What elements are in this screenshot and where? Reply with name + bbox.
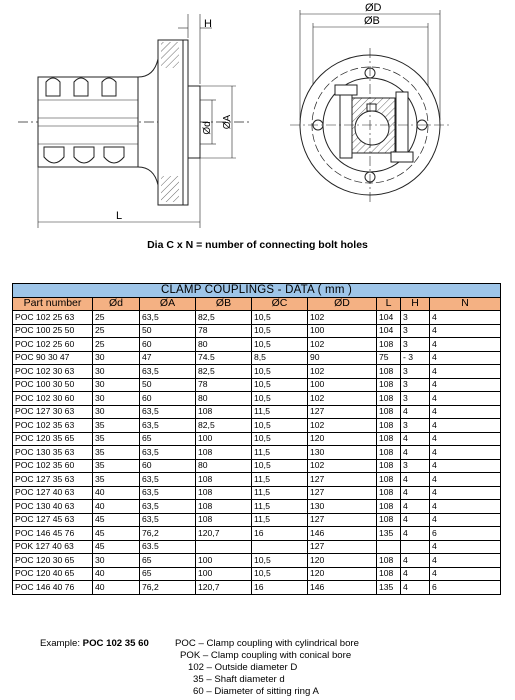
value-cell: 100 — [308, 378, 377, 392]
value-cell: 3 — [401, 419, 430, 433]
value-cell: 4 — [430, 567, 501, 581]
technical-drawing — [0, 0, 515, 240]
value-cell: 130 — [308, 500, 377, 514]
value-cell: 45 — [93, 540, 140, 554]
table-row — [13, 446, 501, 460]
legend-line-shaft-diameter: 35 – Shaft diameter d — [193, 674, 285, 685]
value-cell: 60 — [140, 459, 196, 473]
value-cell: 30 — [93, 378, 140, 392]
value-cell: 4 — [430, 311, 501, 325]
value-cell: 16 — [252, 581, 308, 595]
value-cell: 108 — [377, 432, 401, 446]
legend-line-pok: POK – Clamp coupling with conical bore — [180, 650, 352, 661]
value-cell: 108 — [196, 500, 252, 514]
value-cell: 108 — [377, 513, 401, 527]
value-cell: 108 — [377, 378, 401, 392]
value-cell: 108 — [377, 554, 401, 568]
value-cell: 108 — [377, 446, 401, 460]
value-cell: 10,5 — [252, 324, 308, 338]
value-cell: 35 — [93, 419, 140, 433]
table-row — [13, 554, 501, 568]
table-row — [13, 567, 501, 581]
value-cell: 6 — [430, 581, 501, 595]
value-cell: 4 — [430, 554, 501, 568]
value-cell: 10,5 — [252, 392, 308, 406]
value-cell: 108 — [377, 338, 401, 352]
part-number-cell: POC 127 35 63 — [13, 473, 93, 487]
legend-line-sitting-ring: 60 – Diameter of sitting ring A — [193, 686, 319, 697]
table-row — [13, 432, 501, 446]
value-cell: 3 — [401, 378, 430, 392]
table-row — [13, 527, 501, 541]
table-header-row — [13, 297, 501, 311]
value-cell: 6 — [430, 527, 501, 541]
value-cell: - 3 — [401, 351, 430, 365]
value-cell: 4 — [401, 567, 430, 581]
value-cell: 40 — [93, 567, 140, 581]
table-row — [13, 365, 501, 379]
value-cell: 35 — [93, 432, 140, 446]
value-cell: 127 — [308, 473, 377, 487]
table-row — [13, 486, 501, 500]
value-cell: 100 — [196, 432, 252, 446]
value-cell: 11,5 — [252, 405, 308, 419]
value-cell: 11,5 — [252, 486, 308, 500]
value-cell: 80 — [196, 338, 252, 352]
part-number-cell: POK 127 40 63 — [13, 540, 93, 554]
value-cell: 78 — [196, 378, 252, 392]
part-number-cell: POC 102 35 63 — [13, 419, 93, 433]
table-row — [13, 513, 501, 527]
value-cell: 74.5 — [196, 351, 252, 365]
front-view — [290, 10, 450, 205]
value-cell: 146 — [308, 581, 377, 595]
value-cell: 4 — [430, 459, 501, 473]
value-cell: 4 — [430, 513, 501, 527]
value-cell: 11,5 — [252, 446, 308, 460]
part-number-cell: POC 127 30 63 — [13, 405, 93, 419]
value-cell: 127 — [308, 540, 377, 554]
value-cell: 108 — [196, 513, 252, 527]
value-cell: 102 — [308, 311, 377, 325]
part-number-cell: POC 90 30 47 — [13, 351, 93, 365]
value-cell: 11,5 — [252, 500, 308, 514]
value-cell: 108 — [377, 419, 401, 433]
value-cell: 3 — [401, 459, 430, 473]
value-cell: 10,5 — [252, 378, 308, 392]
value-cell: 63,5 — [140, 419, 196, 433]
value-cell: 30 — [93, 554, 140, 568]
value-cell: 146 — [308, 527, 377, 541]
value-cell: 4 — [401, 513, 430, 527]
value-cell: 76,2 — [140, 527, 196, 541]
value-cell — [196, 540, 252, 554]
value-cell: 120,7 — [196, 527, 252, 541]
value-cell: 4 — [401, 581, 430, 595]
value-cell: 82,5 — [196, 419, 252, 433]
part-number-cell: POC 146 45 76 — [13, 527, 93, 541]
part-number-cell: POC 100 25 50 — [13, 324, 93, 338]
part-number-cell: POC 146 40 76 — [13, 581, 93, 595]
value-cell: 63,5 — [140, 446, 196, 460]
value-cell: 65 — [140, 432, 196, 446]
part-number-cell: POC 120 30 65 — [13, 554, 93, 568]
table-row — [13, 338, 501, 352]
value-cell: 10,5 — [252, 554, 308, 568]
value-cell: 40 — [93, 500, 140, 514]
value-cell: 65 — [140, 567, 196, 581]
table-row — [13, 500, 501, 514]
value-cell: 65 — [140, 554, 196, 568]
part-number-legend — [0, 633, 515, 700]
part-number-cell: POC 120 40 65 — [13, 567, 93, 581]
value-cell: 102 — [308, 365, 377, 379]
column-header: N — [430, 297, 501, 311]
value-cell: 4 — [401, 432, 430, 446]
value-cell: 108 — [377, 365, 401, 379]
dim-label-h: H — [204, 18, 212, 30]
column-header: ØC — [252, 297, 308, 311]
value-cell: 4 — [430, 419, 501, 433]
value-cell: 35 — [93, 459, 140, 473]
value-cell: 63,5 — [140, 405, 196, 419]
part-number-cell: POC 130 40 63 — [13, 500, 93, 514]
value-cell: 45 — [93, 513, 140, 527]
value-cell — [401, 540, 430, 554]
value-cell: 4 — [401, 446, 430, 460]
value-cell: 25 — [93, 338, 140, 352]
table-row — [13, 473, 501, 487]
value-cell: 63,5 — [140, 311, 196, 325]
value-cell: 25 — [93, 324, 140, 338]
value-cell: 4 — [430, 378, 501, 392]
value-cell: 108 — [377, 473, 401, 487]
value-cell: 4 — [430, 500, 501, 514]
value-cell: 100 — [196, 567, 252, 581]
value-cell: 30 — [93, 365, 140, 379]
value-cell: 30 — [93, 392, 140, 406]
value-cell: 63,5 — [140, 486, 196, 500]
value-cell: 127 — [308, 513, 377, 527]
part-number-cell: POC 102 25 60 — [13, 338, 93, 352]
part-number-cell: POC 100 30 50 — [13, 378, 93, 392]
clamp-couplings-table — [12, 283, 501, 595]
value-cell: 102 — [308, 392, 377, 406]
value-cell: 90 — [308, 351, 377, 365]
value-cell: 108 — [377, 567, 401, 581]
dim-label-l: L — [116, 210, 123, 222]
value-cell: 104 — [377, 311, 401, 325]
value-cell: 4 — [430, 446, 501, 460]
side-view — [18, 14, 250, 228]
column-header: L — [377, 297, 401, 311]
value-cell: 3 — [401, 324, 430, 338]
value-cell: 4 — [401, 405, 430, 419]
value-cell: 25 — [93, 311, 140, 325]
value-cell: 104 — [377, 324, 401, 338]
value-cell: 100 — [196, 554, 252, 568]
value-cell: 4 — [401, 554, 430, 568]
value-cell: 108 — [377, 459, 401, 473]
table-row — [13, 392, 501, 406]
value-cell: 60 — [140, 392, 196, 406]
value-cell: 108 — [196, 486, 252, 500]
value-cell: 3 — [401, 311, 430, 325]
value-cell: 4 — [401, 500, 430, 514]
value-cell: 10,5 — [252, 311, 308, 325]
value-cell: 63,5 — [140, 513, 196, 527]
value-cell: 10,5 — [252, 459, 308, 473]
value-cell: 80 — [196, 459, 252, 473]
value-cell: 63,5 — [140, 473, 196, 487]
value-cell: 4 — [430, 473, 501, 487]
value-cell: 135 — [377, 527, 401, 541]
value-cell: 11,5 — [252, 473, 308, 487]
value-cell: 4 — [430, 365, 501, 379]
value-cell: 82,5 — [196, 365, 252, 379]
value-cell: 4 — [430, 338, 501, 352]
value-cell: 108 — [196, 405, 252, 419]
column-header: ØA — [140, 297, 196, 311]
value-cell: 11,5 — [252, 513, 308, 527]
value-cell: 108 — [377, 486, 401, 500]
table-row — [13, 540, 501, 554]
column-header: Part number — [13, 297, 93, 311]
value-cell: 82,5 — [196, 311, 252, 325]
part-number-cell: POC 127 45 63 — [13, 513, 93, 527]
value-cell: 108 — [196, 473, 252, 487]
value-cell: 76,2 — [140, 581, 196, 595]
value-cell: 127 — [308, 486, 377, 500]
value-cell: 10,5 — [252, 338, 308, 352]
value-cell: 63,5 — [140, 365, 196, 379]
value-cell: 4 — [430, 405, 501, 419]
value-cell: 80 — [196, 392, 252, 406]
column-header: ØB — [196, 297, 252, 311]
dim-label-ob: ØB — [364, 15, 380, 27]
value-cell: 3 — [401, 392, 430, 406]
value-cell — [252, 540, 308, 554]
legend-line-poc: POC – Clamp coupling with cylindrical bore — [175, 638, 359, 649]
table-row — [13, 324, 501, 338]
column-header: H — [401, 297, 430, 311]
table-row — [13, 459, 501, 473]
value-cell: 4 — [430, 486, 501, 500]
value-cell: 108 — [377, 392, 401, 406]
value-cell: 8,5 — [252, 351, 308, 365]
value-cell: 35 — [93, 446, 140, 460]
value-cell: 108 — [196, 446, 252, 460]
value-cell: 4 — [401, 527, 430, 541]
value-cell: 3 — [401, 365, 430, 379]
value-cell: 10,5 — [252, 419, 308, 433]
value-cell: 30 — [93, 351, 140, 365]
value-cell: 4 — [401, 473, 430, 487]
value-cell: 127 — [308, 405, 377, 419]
value-cell: 108 — [377, 500, 401, 514]
value-cell: 4 — [430, 392, 501, 406]
part-number-cell: POC 130 35 63 — [13, 446, 93, 460]
value-cell: 4 — [430, 540, 501, 554]
dim-label-od: ØD — [365, 2, 382, 14]
value-cell: 10,5 — [252, 365, 308, 379]
value-cell: 108 — [377, 405, 401, 419]
part-number-cell: POC 102 30 60 — [13, 392, 93, 406]
table-row — [13, 311, 501, 325]
value-cell — [377, 540, 401, 554]
value-cell: 10,5 — [252, 432, 308, 446]
table-row — [13, 581, 501, 595]
value-cell: 120 — [308, 432, 377, 446]
value-cell: 4 — [430, 432, 501, 446]
value-cell: 102 — [308, 459, 377, 473]
part-number-cell: POC 127 40 63 — [13, 486, 93, 500]
value-cell: 100 — [308, 324, 377, 338]
dim-label-d: Ød — [202, 121, 213, 135]
value-cell: 4 — [430, 324, 501, 338]
value-cell: 45 — [93, 527, 140, 541]
value-cell: 30 — [93, 405, 140, 419]
table-row — [13, 405, 501, 419]
value-cell: 10,5 — [252, 567, 308, 581]
value-cell: 16 — [252, 527, 308, 541]
value-cell: 40 — [93, 581, 140, 595]
table-row — [13, 378, 501, 392]
value-cell: 63,5 — [140, 500, 196, 514]
part-number-cell: POC 120 35 65 — [13, 432, 93, 446]
value-cell: 50 — [140, 324, 196, 338]
example-code: POC 102 35 60 — [82, 638, 149, 649]
bolt-holes-caption: Dia C x N = number of connecting bolt holes — [147, 239, 368, 251]
part-number-cell: POC 102 35 60 — [13, 459, 93, 473]
table-row — [13, 351, 501, 365]
value-cell: 120 — [308, 554, 377, 568]
value-cell: 63.5 — [140, 540, 196, 554]
value-cell: 102 — [308, 338, 377, 352]
value-cell: 40 — [93, 486, 140, 500]
value-cell: 47 — [140, 351, 196, 365]
table-row — [13, 419, 501, 433]
value-cell: 120,7 — [196, 581, 252, 595]
table-body — [13, 311, 501, 595]
part-number-cell: POC 102 30 63 — [13, 365, 93, 379]
value-cell: 102 — [308, 419, 377, 433]
value-cell: 135 — [377, 581, 401, 595]
value-cell: 50 — [140, 378, 196, 392]
legend-line-outside-diameter: 102 – Outside diameter D — [188, 662, 298, 673]
value-cell: 78 — [196, 324, 252, 338]
value-cell: 4 — [401, 486, 430, 500]
table-title: CLAMP COUPLINGS - DATA ( mm ) — [13, 284, 501, 298]
value-cell: 60 — [140, 338, 196, 352]
column-header: ØD — [308, 297, 377, 311]
part-number-cell: POC 102 25 63 — [13, 311, 93, 325]
example-prefix: Example: — [40, 638, 83, 649]
value-cell: 75 — [377, 351, 401, 365]
dim-label-a: ØA — [222, 114, 233, 130]
value-cell: 130 — [308, 446, 377, 460]
value-cell: 4 — [430, 351, 501, 365]
column-header: Ød — [93, 297, 140, 311]
value-cell: 3 — [401, 338, 430, 352]
value-cell: 35 — [93, 473, 140, 487]
example-label — [40, 638, 149, 649]
value-cell: 120 — [308, 567, 377, 581]
